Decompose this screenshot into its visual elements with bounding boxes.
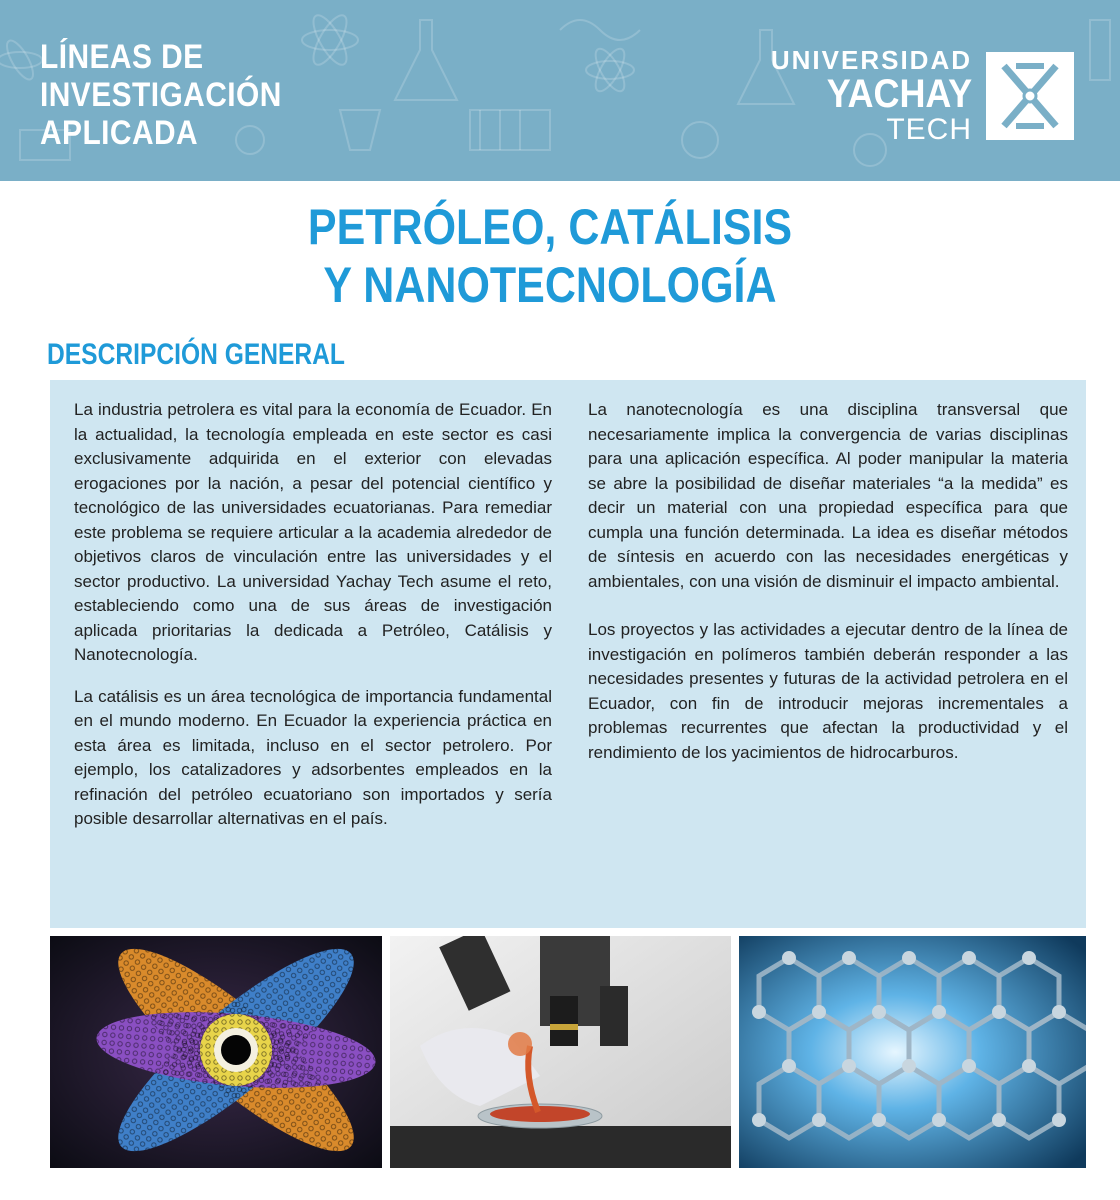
- banner-title-line-1: LÍNEAS DE: [40, 38, 204, 76]
- nanotube-structure-image: [50, 936, 382, 1168]
- right-text-column: [588, 398, 1068, 782]
- page-title-line-1: PETRÓLEO, CATÁLISIS: [307, 199, 793, 255]
- left-text-column: [74, 398, 552, 849]
- page-title: [0, 198, 1100, 314]
- header-banner: [0, 0, 1120, 181]
- logo-line-tech: TECH: [886, 113, 972, 146]
- paragraph-industry: La industria petrolera es vital para la economía de Ecuador. En la actualidad, la tecnología empleada en este sector es casi exclusivamente adquirida en el exterior con elevadas erogaciones por la nación, a pesar del potencial científico y tecnológico de las universidades ecuatorianas. Para remediar este problema se requiere articular a la academia alrededor de objetivos claros de vinculación entre las universidades y el sector productivo. La universidad Yachay Tech asume el reto, estableciendo como una de sus áreas de investigación aplicada prioritarias la dedicada a Petróleo, Catálisis y Nanotecnología.: [74, 400, 552, 664]
- graphene-lattice-image: [739, 936, 1086, 1168]
- banner-title-line-3: APLICADA: [40, 114, 199, 152]
- microscope-lab-image: [390, 936, 731, 1168]
- paragraph-catalysis: La catálisis es un área tecnológica de importancia fundamental en el mundo moderno. En Ecuador la experiencia práctica en esta área es limitada, incluso en el sector petrolero. Por ejemplo, los catalizadores y adsorbentes empleados en la refinación del petróleo ecuatoriano son importados y sería posible desarrollar alternativas en el país.: [74, 686, 552, 828]
- logo-line-universidad: UNIVERSIDAD: [770, 45, 972, 75]
- yachay-tech-logo-icon: [986, 52, 1074, 140]
- logo-line-yachay: YACHAY: [826, 72, 972, 116]
- banner-title: [40, 38, 282, 152]
- banner-title-line-2: INVESTIGACIÓN: [40, 76, 282, 114]
- paragraph-projects: Los proyectos y las actividades a ejecutar dentro de la línea de investigación en polímeros también deberán responder a las necesidades presentes y futuras de la actividad petrolera en el Ecuador, con fin de introducir mejoras incrementales a problemas recurrentes que afectan la productividad y el rendimiento de los yacimientos de hidrocarburos.: [588, 620, 1068, 762]
- page-title-line-2: Y NANOTECNOLOGÍA: [323, 257, 777, 313]
- university-logo-text: [771, 46, 972, 146]
- paragraph-nanotechnology: La nanotecnología es una disciplina transversal que necesariamente implica la convergencia de varias disciplinas para una aplicación específica. Al poder manipular la materia se abre la posibilidad de diseñar materiales “a la medida” es decir un material con una propiedad específica para que cumpla una función determinada. La idea es diseñar métodos de síntesis en acuerdo con las necesidades energéticas y ambientales, con una visión de disminuir el impacto ambiental.: [588, 400, 1068, 591]
- section-heading: DESCRIPCIÓN GENERAL: [47, 338, 345, 371]
